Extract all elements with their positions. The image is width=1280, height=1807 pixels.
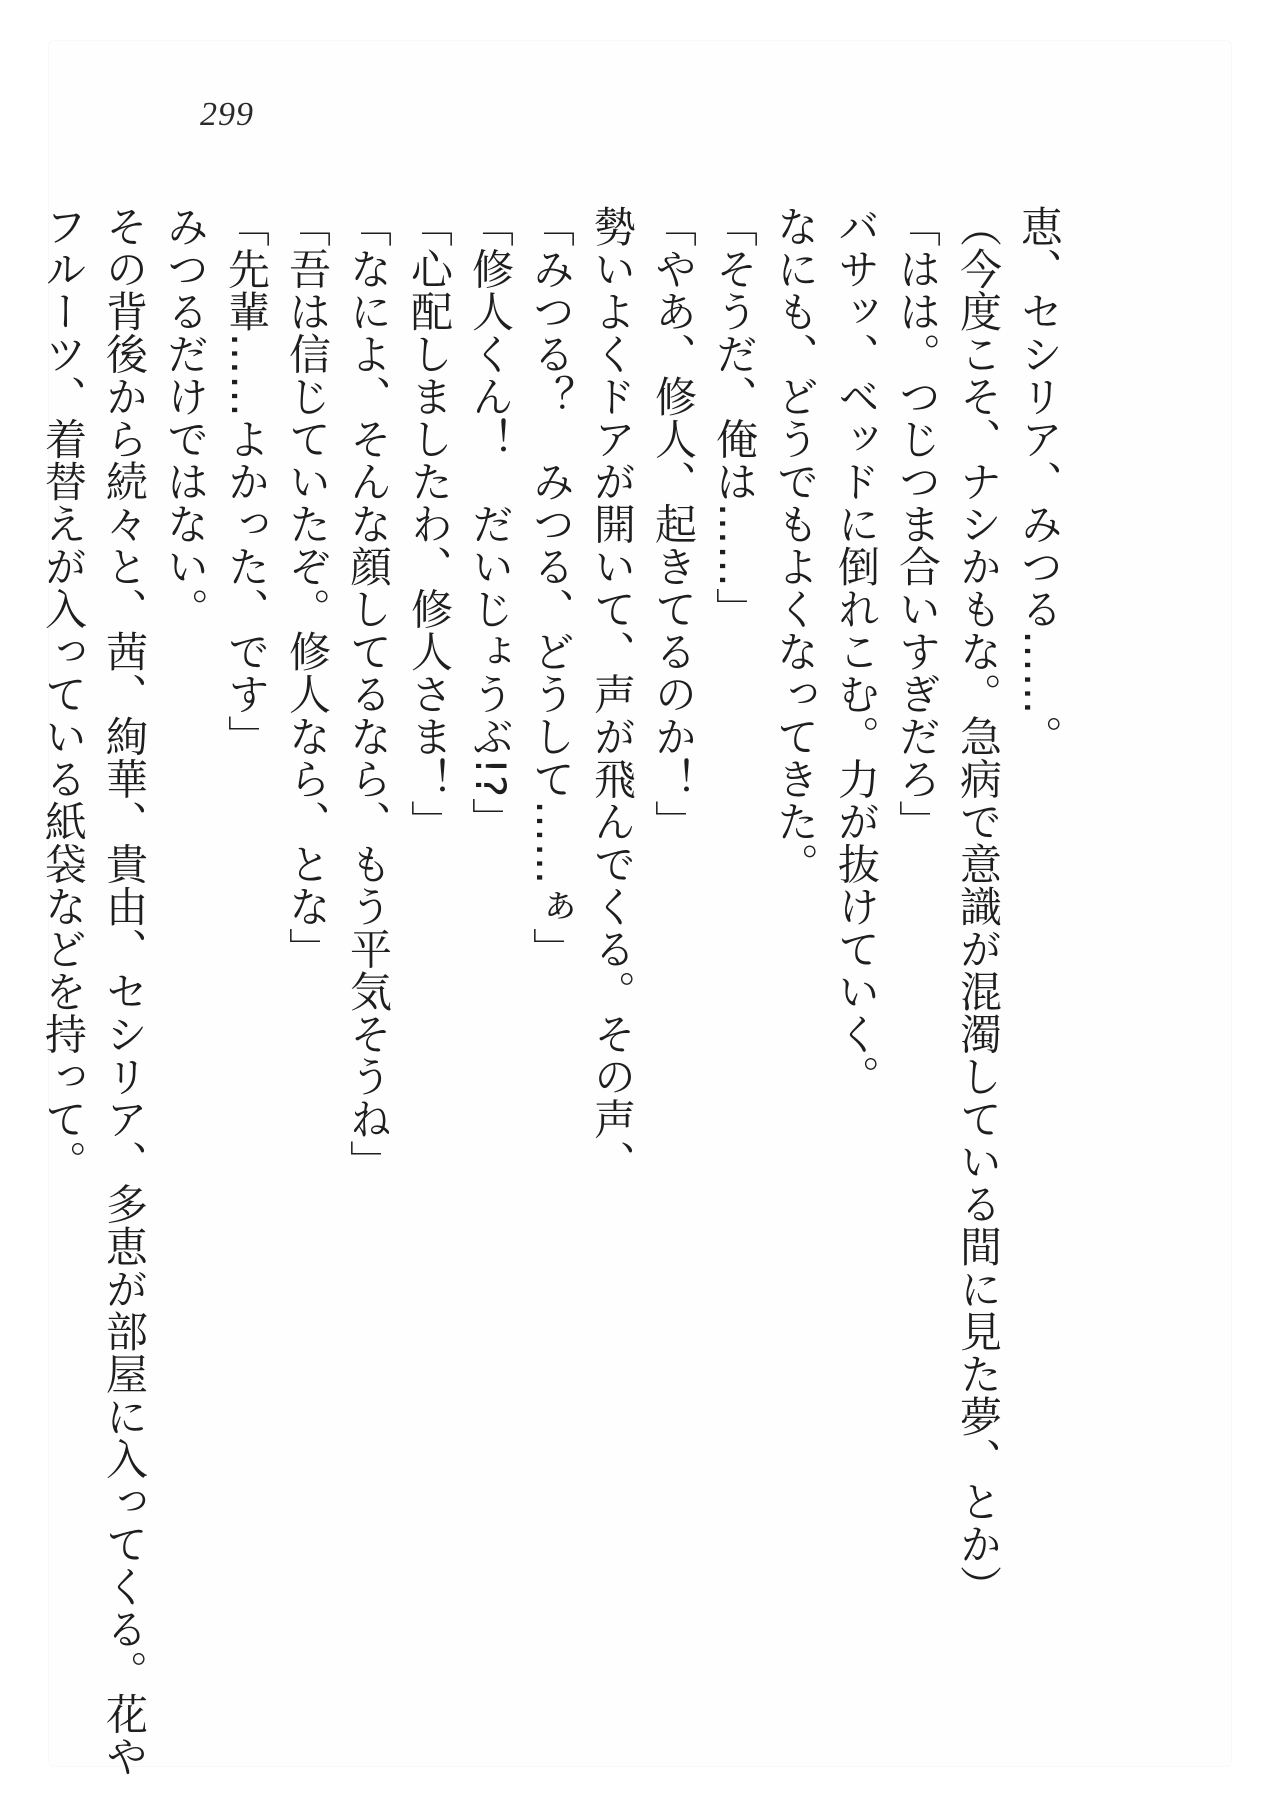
text-line: バサッ、ベッドに倒れこむ。力が抜けていく。 [832,205,881,1098]
text-line: 「なによ、そんな顔してるなら、もう平気そうね」 [344,205,393,1183]
text-line: 「はは。つじつま合いすぎだろ」 [893,205,942,843]
text-line: フルーツ、着替えが入っている紙袋などを持って。 [39,205,88,1183]
page-number: 299 [200,96,254,133]
text-line: みつるだけではない。 [161,205,210,630]
text-line: 「先輩……よかった、です」 [222,205,271,758]
text-line: なにも、どうでもよくなってきた。 [771,205,820,885]
text-line: 勢いよくドアが開いて、声が飛んでくる。その声、 [588,205,637,1183]
text-line: （今度こそ、ナシかもな。急病で意識が混濁している間に見た夢、とか） [954,205,1003,1608]
text-line: 「みつる？ みつる、どうして……ぁ」 [527,205,576,970]
text-line: 「心配しましたわ、修人さま！」 [405,205,454,843]
text-line: 「吾は信じていたぞ。修人なら、とな」 [283,205,332,970]
text-line: その背後から続々と、茜、絢華、貴由、セシリア、多恵が部屋に入ってくる。花や [100,205,149,1778]
text-line: 「そうだ、俺は……」 [710,205,759,630]
text-line: 恵、セシリア、みつる……。 [1015,205,1064,758]
text-line: 「修人くん！ だいじょうぶ!?」 [466,205,515,841]
body-text [33,205,1070,1778]
text-line: 「やあ、修人、起きてるのか！」 [649,205,698,843]
